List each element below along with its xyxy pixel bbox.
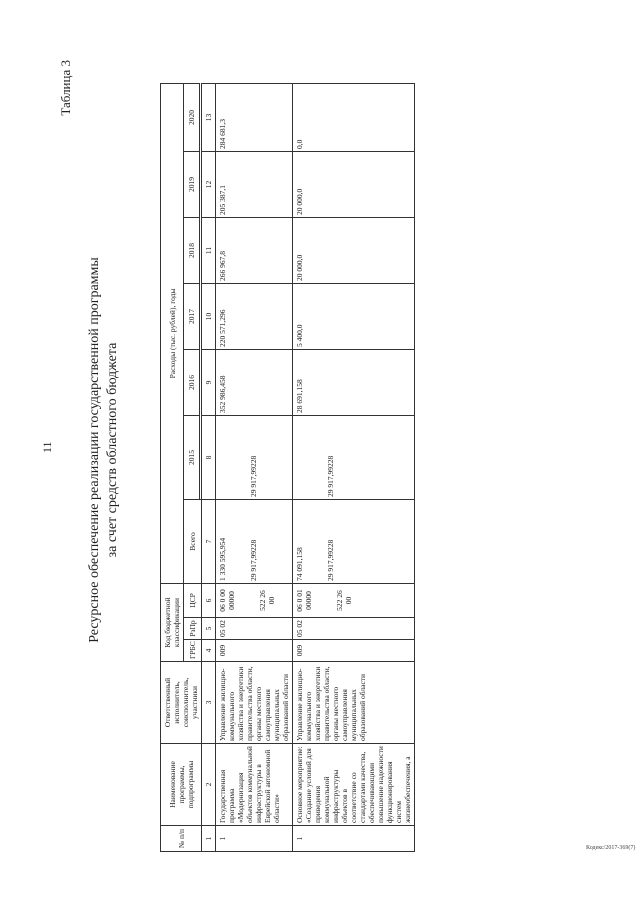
row-csr-secondary: 522 26 00: [258, 590, 276, 611]
col-number: 12: [202, 152, 216, 218]
row-total-primary: 74 091,158: [295, 547, 304, 581]
col-number: 13: [202, 83, 216, 151]
header-year-2020: 2020: [184, 83, 200, 151]
row-csr-primary: 06 0 00 00000: [218, 589, 236, 612]
header-num: № п/п: [161, 826, 202, 852]
page-number: 11: [40, 441, 54, 453]
header-year-2017: 2017: [184, 284, 200, 350]
header-expenses: Расходы (тыс. рублей), годы: [161, 83, 184, 583]
header-year-2016: 2016: [184, 350, 200, 416]
col-number: 3: [202, 662, 216, 744]
row-num: 1: [293, 826, 415, 852]
row-total: [293, 500, 415, 584]
row-rzpr: 05 02: [293, 618, 415, 640]
row-total-primary: 1 330 595,954: [218, 537, 227, 581]
row-y2017: 5 400,0: [293, 284, 415, 350]
header-name: Наименование программы, подпрограммы: [161, 744, 202, 826]
row-name: Государственная программа «Модернизация объектов коммунальной инфраструктуры в Еврейской автономной области»: [216, 744, 293, 826]
row-num: 1: [216, 826, 293, 852]
row-exec: Управление жилищно-коммунального хозяйства и энергетики правительства области, органы местного самоуправления муниципальных образований области: [293, 662, 415, 744]
row-y2015-value: 29 917,99228: [249, 455, 258, 497]
header-budget-code: Код бюджетной классификации: [161, 584, 184, 662]
col-number: 5: [202, 618, 216, 640]
document-subtitle: за счет средств областного бюджета: [105, 342, 120, 558]
row-y2017: 220 571,296: [216, 284, 293, 350]
row-csr: [293, 584, 415, 618]
row-grbs: 009: [293, 640, 415, 662]
column-number-row: [202, 83, 216, 851]
footer-code: Кодекс/2017-369(7): [586, 845, 636, 851]
row-y2016: 352 986,458: [216, 350, 293, 416]
row-total-secondary: 29 917,99228: [249, 539, 258, 581]
header-year-2015: 2015: [184, 416, 200, 500]
col-number: 2: [202, 744, 216, 826]
row-y2020: 284 681,3: [216, 83, 293, 151]
header-rzpr: РзПр: [184, 618, 202, 640]
header-total: Всего: [184, 500, 202, 584]
col-number: 9: [202, 350, 216, 416]
row-rzpr: 05 02: [216, 618, 293, 640]
row-y2016: 28 691,158: [293, 350, 415, 416]
row-csr: [216, 584, 293, 618]
row-y2018: 20 000,0: [293, 218, 415, 284]
row-y2019: 20 000,0: [293, 152, 415, 218]
row-grbs: 009: [216, 640, 293, 662]
header-year-2018: 2018: [184, 218, 200, 284]
row-y2018: 266 967,8: [216, 218, 293, 284]
rotated-content: [50, 20, 620, 880]
col-number: 7: [202, 500, 216, 584]
row-total-secondary: 29 917,99228: [326, 539, 335, 581]
col-number: 11: [202, 218, 216, 284]
row-csr-primary: 06 0 01 00000: [295, 589, 313, 612]
row-exec: Управление жилищно-коммунального хозяйства и энергетики правительства области, органы местного самоуправления муниципальных образований области: [216, 662, 293, 744]
resource-table: [160, 83, 415, 852]
col-number: 6: [202, 584, 216, 618]
row-y2019: 205 387,1: [216, 152, 293, 218]
col-number: 1: [202, 826, 216, 852]
document-title: Ресурсное обеспечение реализации государственной программы: [87, 257, 102, 643]
col-number: 4: [202, 640, 216, 662]
header-row-1: [161, 83, 184, 851]
header-csr: ЦСР: [184, 584, 202, 618]
row-name: Основное мероприятие: «Создание условий для приведения коммунальной инфраструктуры объектов в соответствие со стандартами качества, обеспечивающими повышение надежности функционирования систем жизнеобеспечения, а: [293, 744, 415, 826]
row-y2015-value: 29 917,99228: [326, 455, 335, 497]
header-grbs: ГРБС: [184, 640, 202, 662]
row-y2020: 0,0: [293, 83, 415, 151]
row-y2015: [216, 416, 293, 500]
table-row: [293, 83, 415, 851]
row-y2015: [293, 416, 415, 500]
row-total: [216, 500, 293, 584]
row-csr-secondary: 522 26 00: [335, 590, 353, 611]
col-number: 8: [202, 416, 216, 500]
table-row: [216, 83, 293, 851]
header-exec: Ответственный исполнитель, соисполнитель, участники: [161, 662, 202, 744]
table-label: Таблица 3: [58, 60, 73, 116]
header-year-2019: 2019: [184, 152, 200, 218]
col-number: 10: [202, 284, 216, 350]
